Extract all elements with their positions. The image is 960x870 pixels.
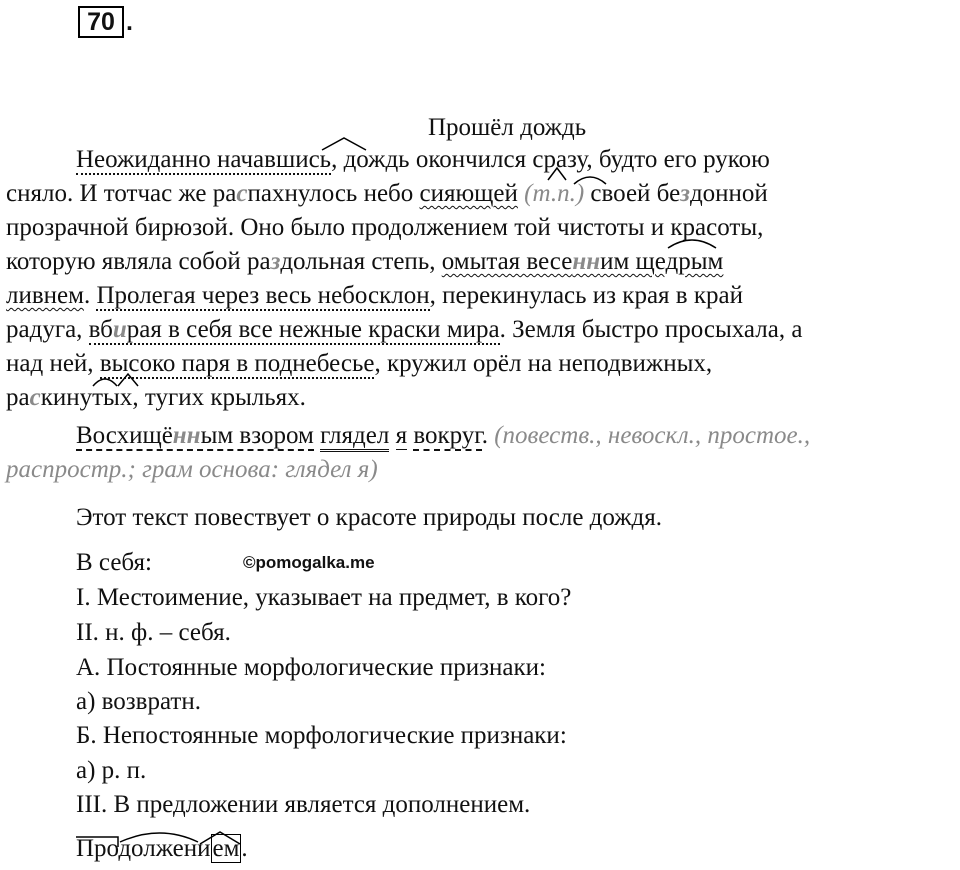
text-fragment: своей бе — [584, 180, 681, 207]
text-line-5 — [6, 281, 743, 311]
participle-phrase: Неожиданно начавшись — [76, 146, 332, 173]
text-fragment: ым взором — [200, 422, 314, 449]
text-line-2 — [6, 179, 768, 209]
modifier-phrase — [76, 422, 314, 451]
analysis-line-6: а) р. п. — [76, 757, 147, 784]
text-fragment: и красоты, — [644, 214, 764, 241]
text-fragment: . Земля быстро просыхала, а — [499, 316, 803, 343]
summary: Этот текст повествует о красоте природы после дождя. — [76, 504, 663, 531]
text-fragment: . — [481, 422, 495, 449]
analysis-heading: В себя: — [76, 549, 152, 576]
text-fragment: прозрачной бирюзой. Оно было продолжением той — [6, 214, 557, 241]
highlight-letter: и — [112, 316, 127, 343]
participle-word: сияющей — [419, 180, 518, 207]
analysis-line-5: Б. Непостоянные морфологические признаки: — [76, 722, 567, 749]
word-ending: ем — [212, 835, 240, 862]
text-fragment: дольная степь, — [280, 248, 442, 275]
task-number: 70 — [87, 8, 115, 36]
analysis-line-4: а) возвратн. — [76, 688, 201, 715]
text-fragment: донной — [689, 180, 768, 207]
text-fragment: кинутых — [40, 384, 133, 411]
text-fragment: вб — [88, 316, 113, 343]
text-fragment: . — [83, 282, 97, 309]
annotation: (т.п.) — [524, 180, 585, 207]
task-number-dot: . — [126, 8, 133, 36]
space — [389, 422, 395, 449]
text-line-1 — [76, 145, 770, 175]
watermark: ©pomogalka.me — [243, 553, 375, 572]
analysis-line-1: I. Местоимение, указывает на предмет, в кого? — [76, 584, 572, 611]
text-fragment: , тугих крыльях. — [132, 384, 306, 411]
text-line-9 — [76, 421, 810, 451]
text-fragment: пахнулось небо — [247, 180, 420, 207]
text-fragment: над ней, — [6, 350, 100, 377]
morphemic-word — [76, 834, 248, 864]
text-title: Прошёл дождь — [428, 114, 587, 141]
text-fragment: им щедрым — [600, 248, 724, 275]
participle-phrase — [442, 248, 724, 275]
gerund-phrase: Пролегая через весь небосклон — [96, 282, 430, 309]
text-fragment: омытая весе — [441, 248, 573, 275]
text-fragment: чистоты — [556, 214, 645, 241]
text-fragment: Восхищё — [76, 422, 173, 449]
word-stem: Продолжени — [76, 835, 211, 862]
highlight-letters: нн — [172, 422, 201, 449]
text-fragment: которую являла собой ра — [6, 248, 271, 275]
highlight-letter: з — [680, 180, 690, 207]
analysis-line-3: А. Постоянные морфологические признаки: — [76, 654, 546, 681]
subject: я — [395, 422, 408, 449]
text-line-3 — [6, 213, 763, 243]
text-line-6 — [6, 315, 802, 345]
text-line-7 — [6, 349, 712, 379]
text-fragment: ра — [6, 384, 30, 411]
highlight-letter: с — [236, 180, 248, 207]
text-fragment: рая в себя все нежные краски мира — [126, 316, 500, 343]
highlight-letter: с — [29, 384, 41, 411]
text-line-4 — [6, 247, 723, 277]
predicate: глядел — [320, 422, 389, 452]
analysis-line-7: III. В предложении является дополнением. — [76, 791, 531, 818]
gerund-phrase — [89, 316, 500, 345]
text-fragment: , кружил орёл на неподвижных, — [374, 350, 713, 377]
annotation: (повеств., невоскл., простое., — [494, 422, 811, 449]
text-line-10: распростр.; грам основа: глядел я) — [6, 456, 378, 483]
analysis-line-2: II. н. ф. – себя. — [76, 619, 231, 646]
text-line-8 — [6, 383, 306, 413]
word-dot: . — [241, 835, 248, 862]
text-fragment: сняло. И тотчас же ра — [6, 180, 237, 207]
highlight-letter: з — [270, 248, 281, 275]
task-number-box — [78, 6, 124, 38]
highlight-letters: нн — [572, 248, 601, 275]
participle-phrase-end: ливнем — [6, 282, 84, 309]
text-fragment: , перекинулась из края в край — [429, 282, 743, 309]
text-fragment: , дождь окончился сразу, будто его рукою — [331, 146, 770, 173]
adverbial: вокруг — [413, 422, 482, 449]
text-fragment: радуга, — [6, 316, 89, 343]
gerund-phrase: высоко паря в поднебесье — [99, 350, 375, 377]
